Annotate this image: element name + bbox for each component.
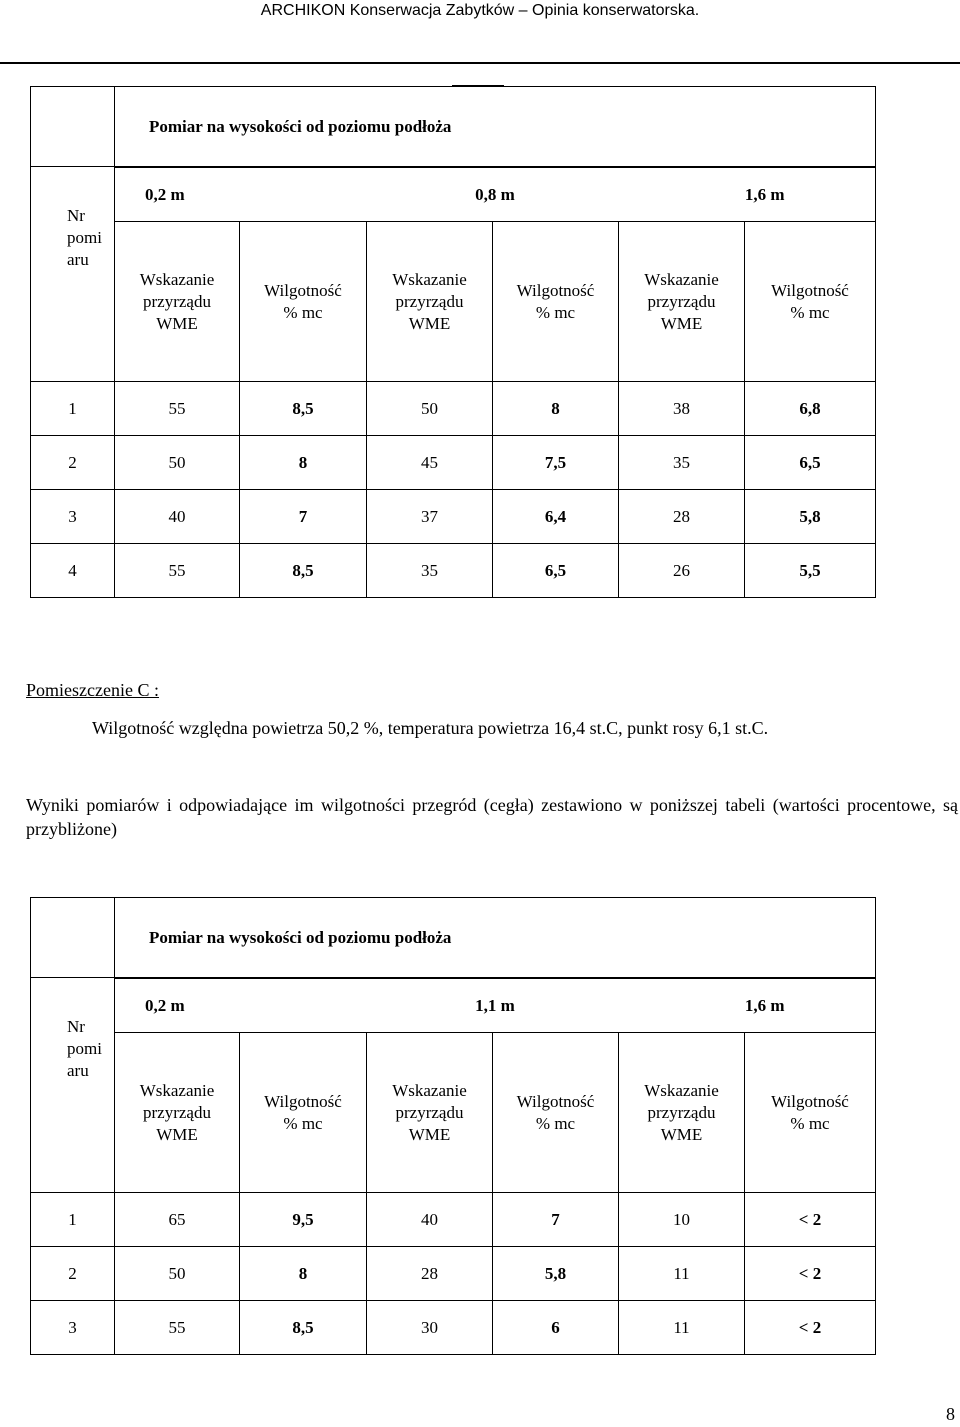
col-header-line: Wskazanie [392,269,467,289]
cell-wme: 45 [367,436,493,490]
cell-mc: 8 [240,1247,367,1301]
col-header-line: Wskazanie [644,269,719,289]
cell-nr: 4 [31,544,115,598]
table-corner-cell [31,898,115,978]
table-title: Pomiar na wysokości od poziomu podłoża [115,87,876,167]
cell-wme: 50 [115,436,240,490]
col-header-line: % mc [790,1113,830,1133]
cell-mc: 5,8 [493,1247,619,1301]
room-label: Pomieszczenie C : [26,680,159,700]
height-label: 1,6 m [622,168,875,222]
cell-mc: 6 [493,1301,619,1355]
height-label: 0,2 m [115,168,368,222]
col-header-line: WME [660,1124,703,1144]
cell-wme: 35 [367,544,493,598]
col-header-line: WME [408,1124,451,1144]
col-header-wme [619,222,745,382]
cell-wme: 55 [115,544,240,598]
header-rule [0,62,960,64]
cell-mc: 5,8 [745,490,876,544]
col-header-line: Wilgotność [264,1091,342,1111]
col-header-line: przyrządu [395,291,464,311]
col-header-line: Wskazanie [139,1080,215,1100]
cell-mc: 6,5 [493,544,619,598]
cell-mc: < 2 [745,1247,876,1301]
cell-mc: 6,4 [493,490,619,544]
cell-wme: 55 [115,382,240,436]
cell-wme: 30 [367,1301,493,1355]
cell-wme: 37 [367,490,493,544]
col-header-line: Wilgotność [771,280,849,300]
cell-wme: 65 [115,1193,240,1247]
cell-mc: 8,5 [240,544,367,598]
col-header-wme [619,1033,745,1193]
col-header-line: przyrządu [143,291,211,311]
col-header-line: Wskazanie [392,1080,467,1100]
col-header-line: WME [660,313,703,333]
room-conditions: Wilgotność względna powietrza 50,2 %, temperatura powietrza 16,4 st.C, punkt rosy 6,1 st.C. [92,718,769,738]
col-header-line: Wilgotność [264,280,342,300]
cell-mc: 7 [240,490,367,544]
col-header-line: przyrządu [647,291,716,311]
cell-wme: 38 [619,382,745,436]
nr-label-line: pomi [67,228,102,247]
nr-header [31,167,115,382]
col-header-line: Wilgotność [516,280,595,300]
col-header-line: % mc [535,1113,576,1133]
nr-label-line: aru [67,250,89,269]
cell-mc: 8 [493,382,619,436]
table-row [31,544,876,598]
measurement-table-1 [30,86,876,598]
col-header-line: przyrządu [395,1102,464,1122]
cell-nr: 2 [31,1247,115,1301]
col-header-line: WME [156,1124,198,1144]
col-header-line: Wskazanie [644,1080,719,1100]
cell-wme: 50 [367,382,493,436]
cell-wme: 55 [115,1301,240,1355]
col-header-wme [115,222,240,382]
cell-mc: 5,5 [745,544,876,598]
heights-row [115,978,876,1033]
col-header-line: % mc [535,302,576,322]
col-header-mc [493,1033,619,1193]
nr-label-line: Nr [67,206,85,225]
col-header-line: % mc [283,302,323,322]
col-header-mc [240,1033,367,1193]
results-paragraph: Wyniki pomiarów i odpowiadające im wilgotności przegród (cegła) zestawiono w poniższej tabeli (wartości procentowe, są przybliżone) [26,795,958,839]
cell-wme: 28 [367,1247,493,1301]
cell-mc: 7,5 [493,436,619,490]
cell-wme: 40 [115,490,240,544]
table-corner-cell [31,87,115,167]
page-number: 8 [946,1404,955,1424]
cell-mc: 8,5 [240,382,367,436]
cell-mc: 9,5 [240,1193,367,1247]
cell-mc: 7 [493,1193,619,1247]
nr-label-line: pomi [67,1039,102,1058]
cell-wme: 50 [115,1247,240,1301]
nr-header [31,978,115,1193]
cell-mc: < 2 [745,1301,876,1355]
height-label: 0,8 m [368,168,621,222]
cell-wme: 26 [619,544,745,598]
col-header-wme [115,1033,240,1193]
col-header-line: WME [408,313,451,333]
col-header-line: przyrządu [143,1102,211,1122]
cell-wme: 10 [619,1193,745,1247]
cell-wme: 28 [619,490,745,544]
cell-mc: 6,5 [745,436,876,490]
col-header-mc [493,222,619,382]
col-header-line: % mc [283,1113,323,1133]
col-header-line: WME [156,313,198,333]
cell-nr: 3 [31,1301,115,1355]
table-row [31,382,876,436]
height-label: 1,1 m [368,979,621,1033]
col-header-mc [745,1033,876,1193]
table-row [31,1301,876,1355]
cell-mc: 6,8 [745,382,876,436]
cell-wme: 11 [619,1301,745,1355]
height-label: 0,2 m [115,979,368,1033]
measurement-table-2 [30,897,876,1355]
cell-mc: 8 [240,436,367,490]
col-header-line: Wilgotność [771,1091,849,1111]
nr-label-line: Nr [67,1017,85,1036]
table-title: Pomiar na wysokości od poziomu podłoża [115,898,876,978]
cell-nr: 1 [31,382,115,436]
col-header-line: % mc [790,302,830,322]
cell-wme: 35 [619,436,745,490]
cell-nr: 2 [31,436,115,490]
col-header-wme [367,222,493,382]
col-header-line: Wskazanie [139,269,215,289]
heights-row [115,167,876,222]
table-row [31,1193,876,1247]
col-header-line: przyrządu [647,1102,716,1122]
cell-nr: 1 [31,1193,115,1247]
cell-wme: 11 [619,1247,745,1301]
col-header-line: Wilgotność [516,1091,595,1111]
table-row [31,436,876,490]
cell-nr: 3 [31,490,115,544]
col-header-mc [745,222,876,382]
cell-mc: 8,5 [240,1301,367,1355]
col-header-mc [240,222,367,382]
table-row [31,490,876,544]
cell-wme: 40 [367,1193,493,1247]
col-header-wme [367,1033,493,1193]
nr-label-line: aru [67,1061,89,1080]
document-header-title: ARCHIKON Konserwacja Zabytków – Opinia konserwatorska. [260,2,700,19]
table-row [31,1247,876,1301]
cell-mc: < 2 [745,1193,876,1247]
height-label: 1,6 m [622,979,875,1033]
